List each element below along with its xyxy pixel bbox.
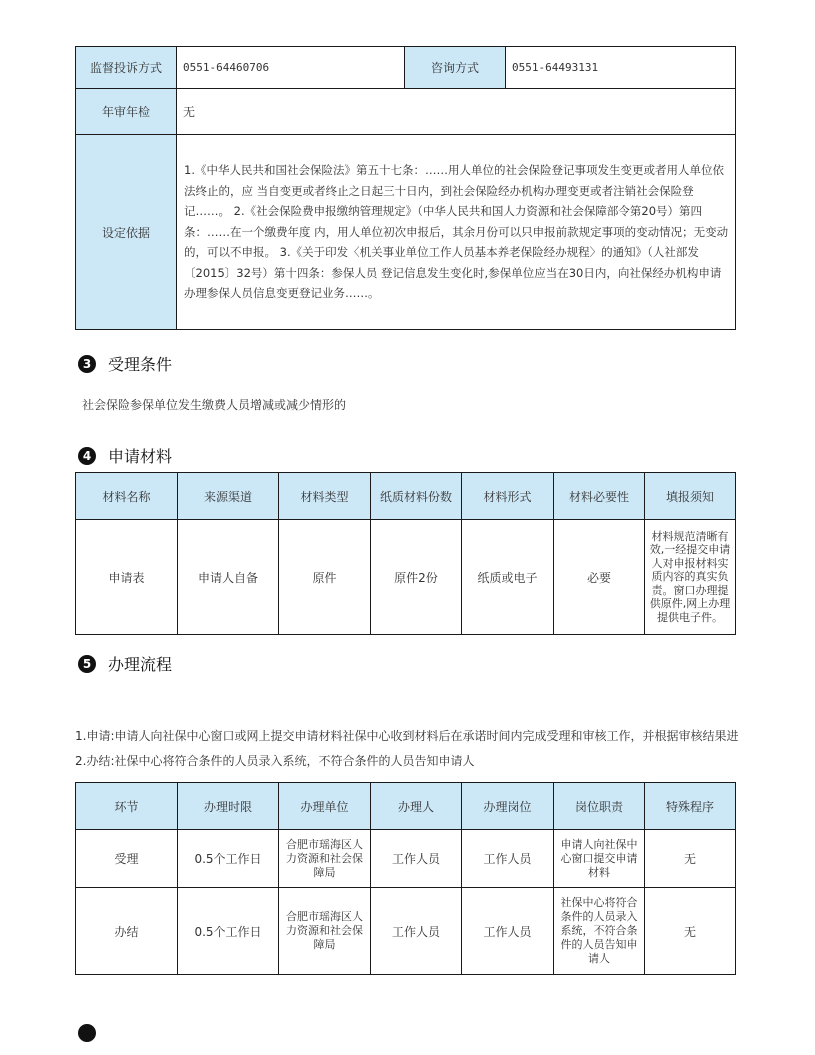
column-header: 纸质材料份数 xyxy=(371,473,462,520)
column-header: 特殊程序 xyxy=(645,783,736,830)
column-header: 填报须知 xyxy=(645,473,736,520)
column-header: 材料必要性 xyxy=(554,473,645,520)
consult-label: 咨询方式 xyxy=(405,47,506,89)
section-process-header xyxy=(78,652,172,675)
process-time: 0.5个工作日 xyxy=(178,830,279,888)
section-number-badge: 4 xyxy=(78,447,96,465)
material-name: 申请表 xyxy=(76,520,178,635)
table-header-row xyxy=(76,783,736,830)
info-table xyxy=(75,46,736,330)
column-header: 材料类型 xyxy=(279,473,371,520)
table-row xyxy=(76,830,736,888)
next-section-badge xyxy=(78,1024,96,1042)
process-special: 无 xyxy=(645,888,736,975)
process-person: 工作人员 xyxy=(371,888,462,975)
column-header: 办理人 xyxy=(371,783,462,830)
column-header: 材料名称 xyxy=(76,473,178,520)
column-header: 办理单位 xyxy=(279,783,371,830)
column-header: 来源渠道 xyxy=(178,473,279,520)
complaint-value: 0551-64460706 xyxy=(177,47,405,89)
table-header-row xyxy=(76,473,736,520)
column-header: 岗位职责 xyxy=(554,783,645,830)
process-table xyxy=(75,782,736,975)
process-stage: 办结 xyxy=(76,888,178,975)
basis-text: 1.《中华人民共和国社会保险法》第五十七条：……用人单位的社会保险登记事项发生变更或者用人单位依法终止的，应 当自变更或者终止之日起三十日内，到社会保险经办机构办理变更或者注销社会保险登记……。 2.《社会保险费申报缴纳管理规定》（中华人民共和国人力资源和社会保障部令第20号）第四条：……在一个缴费年度 内，用人单位初次申报后，其余月份可以只申报前款规定事项的变动情况；无变动的，可以不申报。 3.《关于印发〈机关事业单位工作人员基本养老保险经办规程〉的通知》（人社部发〔2015〕32号）第十四条：参保人员 登记信息发生变化时,参保单位应当在30日内，向社保经办机构申请办理参保人员信息变更登记业务……。 xyxy=(177,135,736,330)
process-stage: 受理 xyxy=(76,830,178,888)
process-person: 工作人员 xyxy=(371,830,462,888)
acceptance-condition-text: 社会保险参保单位发生缴费人员增减或减少情形的 xyxy=(82,398,347,412)
column-header: 环节 xyxy=(76,783,178,830)
process-post: 工作人员 xyxy=(462,830,554,888)
process-unit: 合肥市瑶海区人力资源和社会保障局 xyxy=(279,888,371,975)
material-copies: 原件2份 xyxy=(371,520,462,635)
section-title: 受理条件 xyxy=(108,355,173,374)
annual-label: 年审年检 xyxy=(76,89,177,135)
material-note: 材料规范清晰有效,一经提交申请人对申报材料实质内容的真实负责。窗口办理提供原件,网上办理提供电子件。 xyxy=(645,520,736,635)
section-materials-header xyxy=(78,444,172,467)
column-header: 办理时限 xyxy=(178,783,279,830)
material-source: 申请人自备 xyxy=(178,520,279,635)
material-form: 纸质或电子 xyxy=(462,520,554,635)
section-title: 申请材料 xyxy=(108,447,173,466)
table-row xyxy=(76,520,736,635)
basis-label: 设定依据 xyxy=(76,135,177,330)
process-time: 0.5个工作日 xyxy=(178,888,279,975)
section-number-badge: 3 xyxy=(78,355,96,373)
annual-value: 无 xyxy=(177,89,736,135)
section-acceptance-header xyxy=(78,352,172,375)
process-step-complete: 2.办结:社保中心将符合条件的人员录入系统，不符合条件的人员告知申请人 xyxy=(75,754,475,768)
process-duty: 社保中心将符合条件的人员录入系统，不符合条件的人员告知申请人 xyxy=(554,888,645,975)
column-header: 办理岗位 xyxy=(462,783,554,830)
process-duty: 申请人向社保中心窗口提交申请材料 xyxy=(554,830,645,888)
materials-table xyxy=(75,472,736,635)
complaint-label: 监督投诉方式 xyxy=(76,47,177,89)
column-header: 材料形式 xyxy=(462,473,554,520)
process-post: 工作人员 xyxy=(462,888,554,975)
consult-value: 0551-64493131 xyxy=(506,47,736,89)
section-number-badge: 5 xyxy=(78,655,96,673)
process-unit: 合肥市瑶海区人力资源和社会保障局 xyxy=(279,830,371,888)
process-special: 无 xyxy=(645,830,736,888)
table-row xyxy=(76,888,736,975)
material-type: 原件 xyxy=(279,520,371,635)
process-step-apply: 1.申请:申请人向社保中心窗口或网上提交申请材料社保中心收到材料后在承诺时间内完成受理和审核工作，并根据审核结果进 xyxy=(75,729,739,743)
section-title: 办理流程 xyxy=(108,655,173,674)
material-necessity: 必要 xyxy=(554,520,645,635)
